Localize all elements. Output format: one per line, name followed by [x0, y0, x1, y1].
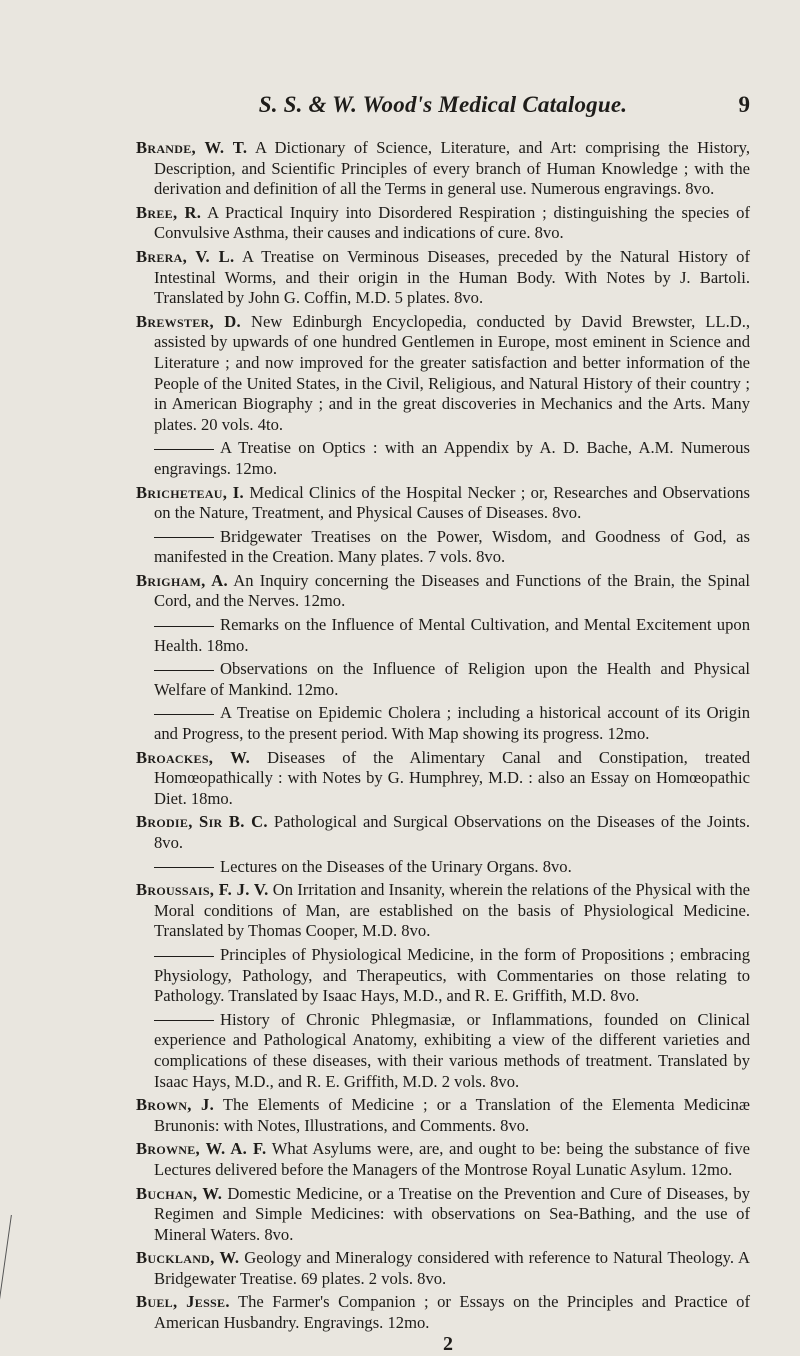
- entry-text: On Irritation and Insanity, wherein the relations of the Physical with the Moral conditions of Man, are established on the basis of Physiological Medicine. Translated by Thomas Cooper, M.D. 8vo.: [154, 880, 750, 941]
- entry-author: Brown, J.: [136, 1095, 215, 1115]
- entry-author: Broussais, F. J. V.: [136, 880, 269, 900]
- catalogue-entry: [136, 571, 750, 612]
- entry-text: New Edinburgh Encyclopedia, conducted by David Brewster, LL.D., assisted by upwards of one hundred Gentlemen in Europe, most eminent in Science and Literature ; and now improved for the greater satisfaction and better information of the People of the United States, in the Civil, Religious, and Natural History of their country ; in American Biography ; and in the great discoveries in Mechanics and the Arts. Many plates. 20 vols. 4to.: [154, 311, 751, 434]
- entry-author: Buckland, W.: [136, 1248, 240, 1268]
- catalogue-entry: [136, 483, 750, 524]
- entry-author: Brande, W. T.: [136, 138, 248, 157]
- entry-text: An Inquiry concerning the Diseases and Functions of the Brain, the Spinal Cord, and the Nerves. 12mo.: [154, 570, 751, 611]
- catalogue-entry: [136, 1248, 750, 1289]
- ditto-dash: [154, 449, 214, 450]
- catalogue-entry: [136, 1292, 750, 1333]
- ditto-dash: [154, 1020, 214, 1021]
- entry-text: A Practical Inquiry into Disordered Respiration ; distinguishing the species of Convulsive Asthma, their causes and indications of cure. 8vo.: [154, 202, 751, 243]
- catalogue-entry: [136, 1010, 750, 1092]
- entry-author: Brera, V. L.: [136, 246, 235, 266]
- page-number: 9: [738, 92, 750, 117]
- entry-author: Buchan, W.: [136, 1183, 223, 1203]
- ditto-dash: [154, 867, 214, 868]
- catalogue-entry: [136, 1184, 750, 1246]
- page-title: S. S. & W. Wood's Medical Catalogue.: [258, 92, 628, 117]
- ditto-dash: [154, 714, 214, 715]
- catalogue-entry: [136, 1095, 750, 1136]
- entry-text: The Farmer's Companion ; or Essays on the Principles and Practice of American Husbandry. Engravings. 12mo.: [154, 1292, 750, 1333]
- catalogue-entry: [136, 527, 750, 568]
- entry-text: Remarks on the Influence of Mental Cultivation, and Mental Excitement upon Health. 18mo.: [154, 615, 750, 655]
- entry-text: A Treatise on Epidemic Cholera ; including a historical account of its Origin and Progress, to the present period. With Map showing its progress. 12mo.: [154, 703, 750, 744]
- entry-author: Brigham, A.: [136, 570, 228, 590]
- entry-text: Lectures on the Diseases of the Urinary Organs. 8vo.: [220, 856, 572, 876]
- entry-text: Bridgewater Treatises on the Power, Wisdom, and Goodness of God, as manifested in the Creation. Many plates. 7 vols. 8vo.: [154, 526, 750, 567]
- catalogue-entry: [136, 138, 750, 200]
- ditto-dash: [154, 956, 214, 957]
- entry-text: The Elements of Medicine ; or a Translation of the Elementa Medicinæ Brunonis: with Notes, Illustrations, and Comments. 8vo.: [154, 1095, 750, 1135]
- entry-author: Browne, W. A. F.: [136, 1139, 267, 1159]
- catalogue-entry: [136, 945, 750, 1007]
- running-head: [136, 92, 750, 132]
- entry-author: Brewster, D.: [136, 311, 241, 331]
- catalogue-entry: [136, 247, 750, 309]
- entry-author: Broackes, W.: [136, 747, 251, 767]
- entry-author: Brodie, Sir B. C.: [136, 812, 268, 832]
- catalogue-entry: [136, 812, 750, 853]
- catalogue-entry: [136, 312, 750, 436]
- entry-text: Principles of Physiological Medicine, in the form of Propositions ; embracing Physiology, Pathology, and Therapeutics, with Commentaries on those relating to Pathology. Translated by Isaac Hays, M.D., and R. E. Griffith, M.D. 8vo.: [154, 944, 750, 1006]
- entry-author: Bree, R.: [136, 202, 202, 222]
- entry-text: What Asylums were, are, and ought to be: being the substance of five Lectures delivered before the Managers of the Montrose Royal Lunatic Asylum. 12mo.: [154, 1139, 750, 1179]
- page-edge-mark: [0, 1215, 26, 1313]
- entry-text: Medical Clinics of the Hospital Necker ; or, Researches and Observations on the Nature, Treatment, and Physical Causes of Diseases. 8vo.: [154, 482, 751, 523]
- ditto-dash: [154, 670, 214, 671]
- entry-text: Observations on the Influence of Religion upon the Health and Physical Welfare of Mankind. 12mo.: [154, 659, 750, 699]
- entry-text: Diseases of the Alimentary Canal and Constipation, treated Homœopathically : with Notes by G. Humphrey, M.D. : also an Essay on Homœopathic Diet. 18mo.: [154, 747, 751, 808]
- catalogue-entry: [136, 659, 750, 700]
- catalogue-entry: [136, 880, 750, 942]
- entry-author: Bricheteau, I.: [136, 482, 245, 502]
- entry-text: History of Chronic Phlegmasiæ, or Inflammations, founded on Clinical experience and Pathological Anatomy, exhibiting a view of the different varieties and complications of these diseases, with their various methods of treatment. Translated by Isaac Hays, M.D., and R. E. Griffith, M.D. 2 vols. 8vo.: [154, 1009, 750, 1091]
- entry-text: Domestic Medicine, or a Treatise on the Prevention and Cure of Diseases, by Regimen and Simple Medicines: with observations on Sea-Bathing, and the use of Mineral Waters. 8vo.: [154, 1183, 751, 1244]
- catalogue-entry: [136, 1139, 750, 1180]
- entry-text: Pathological and Surgical Observations on the Diseases of the Joints. 8vo.: [154, 812, 750, 852]
- entry-text: A Treatise on Verminous Diseases, preceded by the Natural History of Intestinal Worms, and their origin in the Human Body. With Notes by J. Bartoli. Translated by John G. Coffin, M.D. 5 plates. 8vo.: [154, 246, 751, 308]
- catalogue-entry: [136, 857, 750, 878]
- catalogue-entries: [136, 138, 750, 1334]
- catalogue-entry: [136, 703, 750, 744]
- catalogue-entry: [136, 615, 750, 656]
- catalogue-entry: [136, 438, 750, 479]
- ditto-dash: [154, 537, 214, 538]
- catalogue-entry: [136, 748, 750, 810]
- entry-text: A Dictionary of Science, Literature, and Art: comprising the History, Description, and Scientific Principles of every branch of Human Knowledge ; with the derivation and definition of all the Terms in general use. Numerous engravings. 8vo.: [154, 138, 751, 199]
- catalogue-entry: [136, 203, 750, 244]
- signature-mark: 2: [443, 1332, 453, 1355]
- entry-author: Buel, Jesse.: [136, 1292, 230, 1312]
- ditto-dash: [154, 626, 214, 627]
- entry-text: A Treatise on Optics : with an Appendix by A. D. Bache, A.M. Numerous engravings. 12mo.: [154, 438, 750, 478]
- entry-text: Geology and Mineralogy considered with reference to Natural Theology. A Bridgewater Treatise. 69 plates. 2 vols. 8vo.: [154, 1248, 750, 1288]
